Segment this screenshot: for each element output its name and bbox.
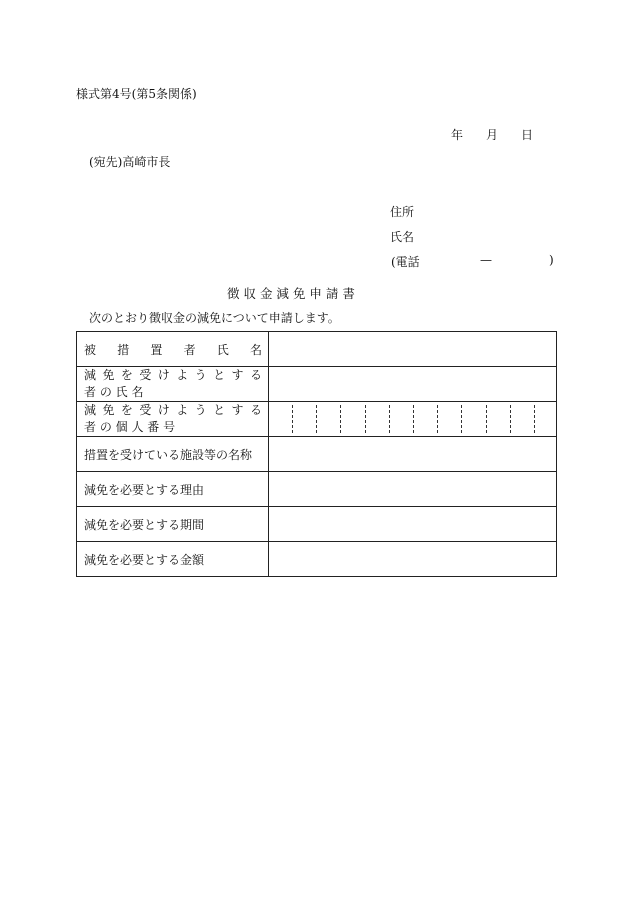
table-row <box>77 402 557 437</box>
digit-divider <box>437 405 438 433</box>
date-day-label: 日 <box>521 128 534 142</box>
label-individual-number-line1: 減 免 を 受 け よ う と す る <box>84 403 262 417</box>
label-facility-name: 措置を受けている施設等の名称 <box>77 437 269 472</box>
digit-divider <box>510 405 511 433</box>
digit-divider <box>365 405 366 433</box>
label-applicant-individual-number <box>77 402 269 437</box>
label-reduction-amount: 減免を必要とする金額 <box>77 542 269 577</box>
field-reduction-reason[interactable] <box>269 472 557 507</box>
digit-divider <box>413 405 414 433</box>
date-year-label: 年 <box>451 128 464 142</box>
application-form-table <box>76 331 557 577</box>
address-label: 住所 <box>390 205 415 219</box>
digit-divider <box>534 405 535 433</box>
document-title: 徴 収 金 減 免 申 請 書 <box>227 286 355 301</box>
table-row <box>77 472 557 507</box>
table-row <box>77 332 557 367</box>
field-facility-name[interactable] <box>269 437 557 472</box>
field-insured-person-name[interactable] <box>269 332 557 367</box>
table-row <box>77 507 557 542</box>
label-individual-number-line2: 者 の 個 人 番 号 <box>84 420 176 434</box>
digit-divider <box>316 405 317 433</box>
name-label: 氏名 <box>390 230 415 244</box>
form-number: 様式第4号(第5条関係) <box>76 87 197 101</box>
digit-divider <box>461 405 462 433</box>
field-reduction-amount[interactable] <box>269 542 557 577</box>
field-applicant-name[interactable] <box>269 367 557 402</box>
table-row <box>77 367 557 402</box>
addressee: (宛先)高崎市長 <box>89 155 171 169</box>
label-applicant-name-line1: 減 免 を 受 け よ う と す る <box>84 368 262 382</box>
field-reduction-period[interactable] <box>269 507 557 542</box>
table-row <box>77 542 557 577</box>
label-reduction-reason: 減免を必要とする理由 <box>77 472 269 507</box>
intro-text: 次のとおり徴収金の減免について申請します。 <box>89 311 340 325</box>
phone-label: (電話 <box>391 255 420 269</box>
digit-divider <box>486 405 487 433</box>
label-applicant-name <box>77 367 269 402</box>
digit-divider <box>340 405 341 433</box>
phone-dash: — <box>480 253 492 267</box>
date-month-label: 月 <box>486 128 499 142</box>
digit-divider <box>389 405 390 433</box>
digit-divider <box>292 405 293 433</box>
table-row <box>77 437 557 472</box>
label-applicant-name-line2: 者 の 氏 名 <box>84 385 144 399</box>
phone-close-paren: ) <box>549 253 554 267</box>
label-insured-person-name: 被 措 置 者 氏 名 <box>77 332 269 367</box>
label-reduction-period: 減免を必要とする期間 <box>77 507 269 542</box>
field-individual-number[interactable] <box>269 402 557 437</box>
